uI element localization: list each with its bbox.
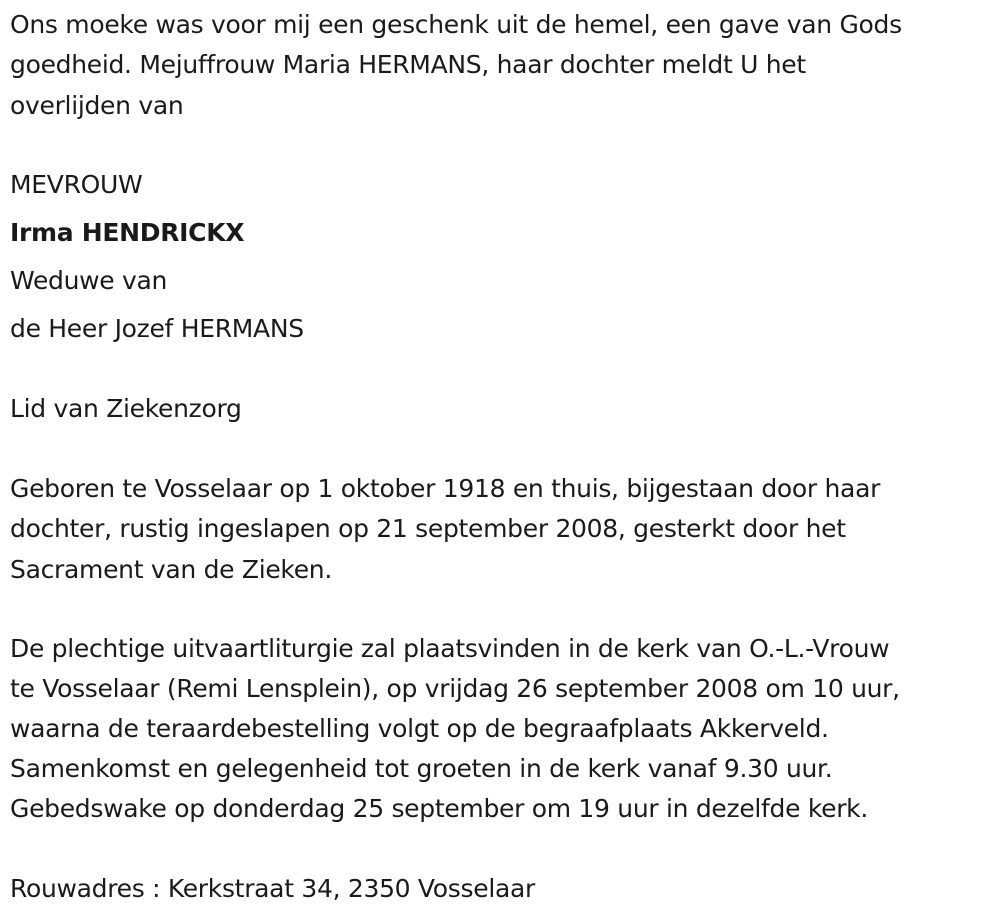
intro-line-1: Ons moeke was voor mij een geschenk uit de hemel, een gave van Gods [10,10,902,39]
funeral-line-1: De plechtige uitvaartliturgie zal plaatsvinden in de kerk van O.-L.-Vrouw [10,634,890,663]
widow-of-label: Weduwe van [10,266,168,295]
funeral-line-4: Samenkomst en gelegenheid tot groeten in de kerk vanaf 9.30 uur. [10,754,833,783]
mourning-address: Rouwadres : Kerkstraat 34, 2350 Vosselaar [10,874,535,903]
deceased-title: MEVROUW [10,170,143,199]
deceased-name: Irma HENDRICKX [10,218,245,247]
birth-death-line-2: dochter, rustig ingeslapen op 21 september 2008, gesterkt door het [10,514,846,543]
birth-death-line-1: Geboren te Vosselaar op 1 oktober 1918 en thuis, bijgestaan door haar [10,474,881,503]
birth-death-line-3: Sacrament van de Zieken. [10,555,332,584]
spouse-name: de Heer Jozef HERMANS [10,314,304,343]
intro-line-3: overlijden van [10,91,184,120]
funeral-line-5: Gebedswake op donderdag 25 september om 19 uur in dezelfde kerk. [10,794,869,823]
funeral-line-2: te Vosselaar (Remi Lensplein), op vrijdag 26 september 2008 om 10 uur, [10,674,900,703]
membership: Lid van Ziekenzorg [10,394,242,423]
funeral-line-3: waarna de teraardebestelling volgt op de begraafplaats Akkerveld. [10,714,829,743]
intro-line-2: goedheid. Mejuffrouw Maria HERMANS, haar dochter meldt U het [10,50,806,79]
